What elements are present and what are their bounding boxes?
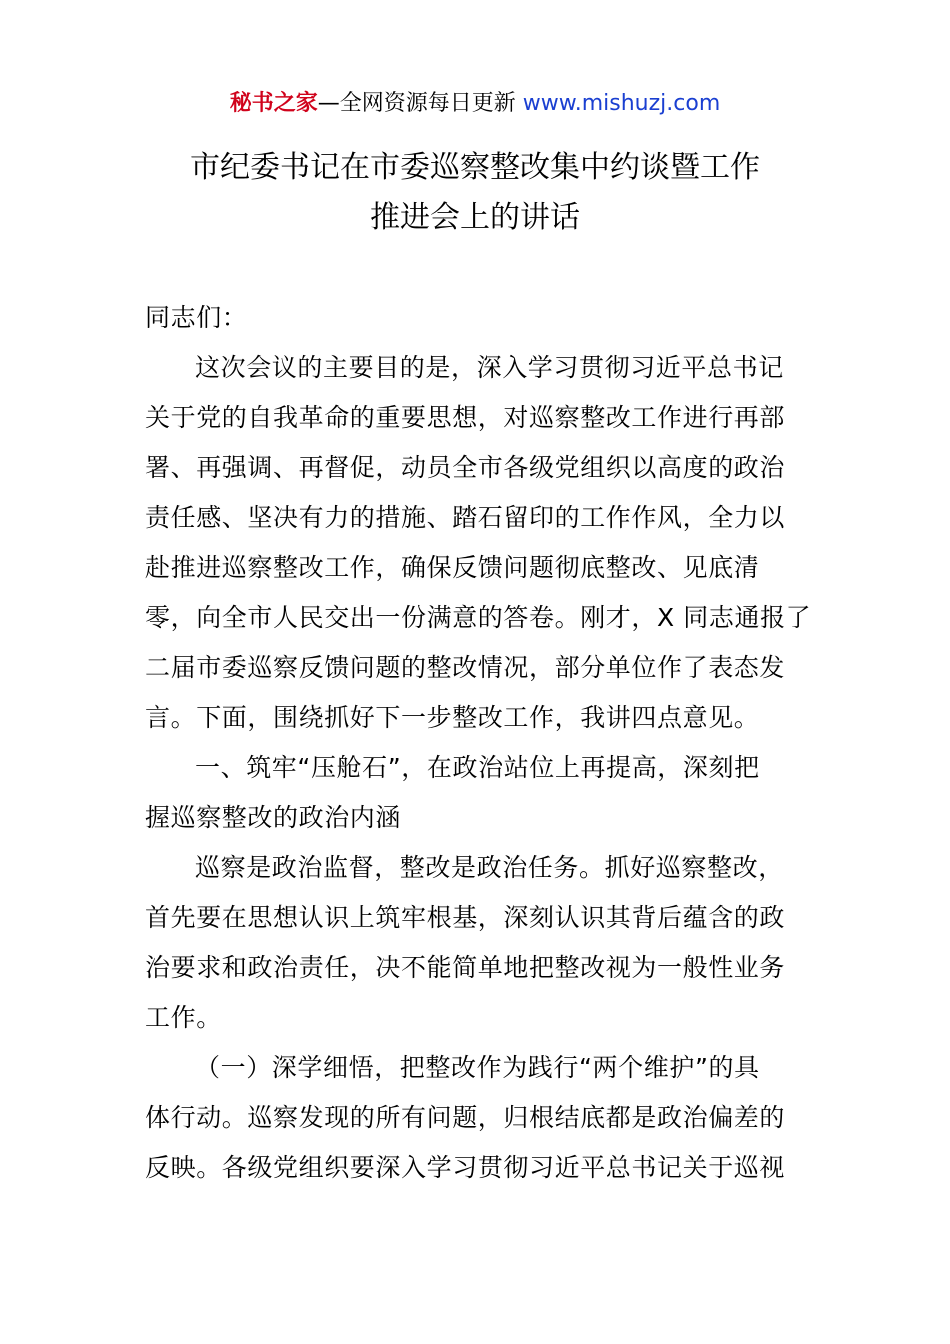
document-title-line-2: 推进会上的讲话: [370, 200, 580, 235]
body-line: 言。下面，围绕抓好下一步整改工作，我讲四点意见。: [145, 703, 760, 732]
body-line: 巡察是政治监督，整改是政治任务。抓好巡察整改，: [195, 853, 784, 882]
body-line: 工作。: [145, 1003, 222, 1032]
body-line: 赴推进巡察整改工作，确保反馈问题彻底整改、见底清: [145, 553, 760, 582]
body-line: 二届市委巡察反馈问题的整改情况，部分单位作了表态发: [145, 653, 786, 682]
site-header: [0, 88, 950, 120]
section-heading-line: 一、筑牢“压舱石”，在政治站位上再提高，深刻把: [195, 753, 760, 782]
body-line: 反映。各级党组织要深入学习贯彻习近平总书记关于巡视: [145, 1153, 786, 1182]
body-line: 零，向全市人民交出一份满意的答卷。刚才，X 同志通报了: [145, 603, 812, 632]
body-line: 体行动。巡察发现的所有问题，归根结底都是政治偏差的: [145, 1103, 786, 1132]
body-line: 治要求和政治责任，决不能简单地把整改视为一般性业务: [145, 953, 786, 982]
brand-name: 秘书之家: [229, 91, 318, 116]
body-line: 责任感、坚决有力的措施、踏石留印的工作作风，全力以: [145, 503, 786, 532]
subsection-line: （一）深学细悟，把整改作为践行“两个维护”的具: [195, 1053, 760, 1082]
header-slogan: —全网资源每日更新: [317, 91, 523, 116]
site-url-link[interactable]: www.mishuzj.com: [522, 91, 721, 116]
body-line: 首先要在思想认识上筑牢根基，深刻认识其背后蕴含的政: [145, 903, 786, 932]
body-line: 这次会议的主要目的是，深入学习贯彻习近平总书记: [195, 353, 784, 382]
body-line: 关于党的自我革命的重要思想，对巡察整改工作进行再部: [145, 403, 786, 432]
salutation: 同志们：: [145, 303, 248, 332]
document-title-line-1: 市纪委书记在市委巡察整改集中约谈暨工作: [190, 150, 760, 185]
section-heading-line: 握巡察整改的政治内涵: [145, 803, 402, 832]
body-line: 署、再强调、再督促，动员全市各级党组织以高度的政治: [145, 453, 786, 482]
